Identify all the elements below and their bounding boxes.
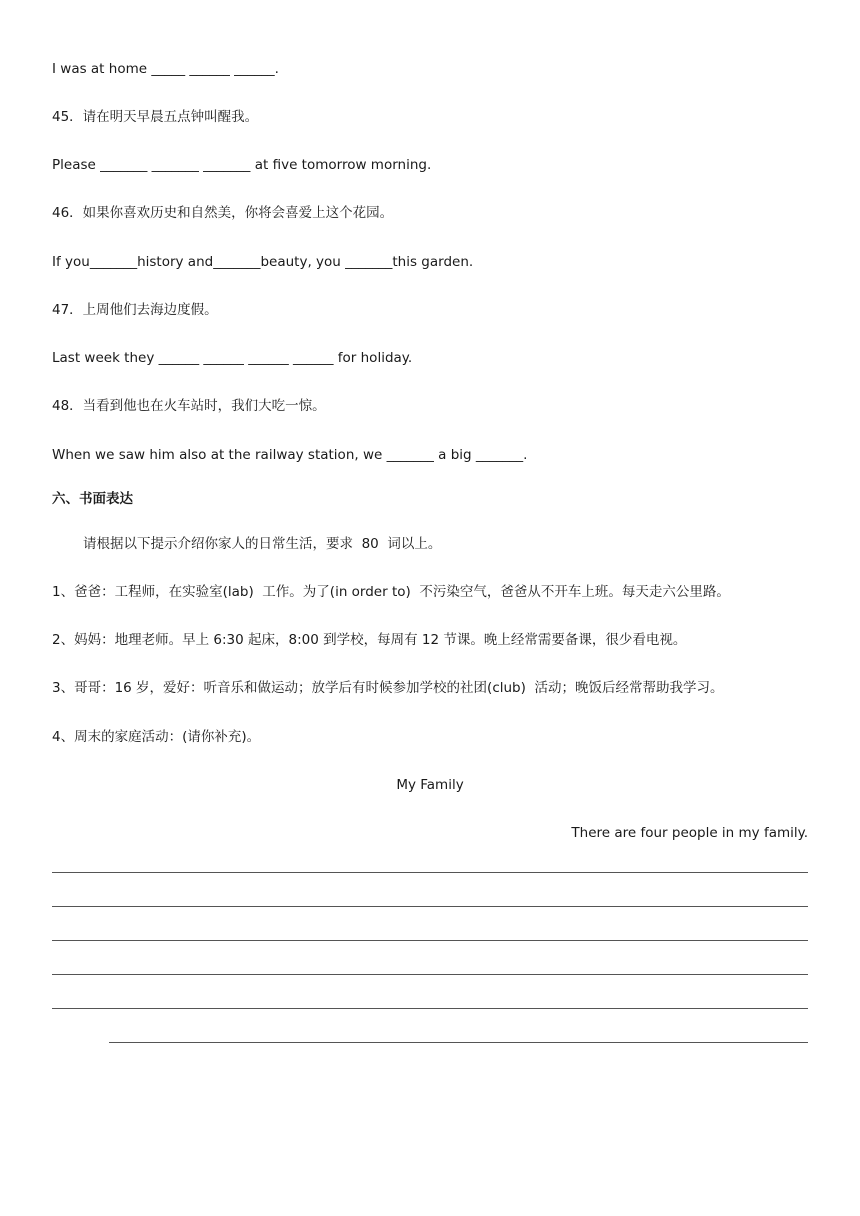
q46-answer-line: If you_______history and_______beauty, you _______this garden. (52, 254, 474, 270)
q47-answer-line: Last week they ______ ______ ______ ______ for holiday. (52, 350, 413, 366)
q48-answer-line: When we saw him also at the railway station, we _______ a big _______. (52, 447, 528, 463)
section-title-writing: 六、书面表达 (52, 491, 133, 507)
writing-line[interactable] (109, 1042, 808, 1043)
writing-line[interactable] (52, 1008, 808, 1009)
q44-answer-line: I was at home _____ ______ ______. (52, 61, 279, 77)
essay-opening-sentence: There are four people in my family. (571, 825, 808, 841)
writing-instruction: 请根据以下提示介绍你家人的日常生活，要求 80 词以上。 (83, 536, 442, 552)
q47-prompt: 47．上周他们去海边度假。 (52, 302, 218, 318)
writing-line[interactable] (52, 872, 808, 873)
hint-point-1: 1、爸爸：工程师，在实验室(lab) 工作。为了(in order to) 不污染空气，爸爸从不开车上班。每天走六公里路。 (52, 584, 730, 600)
q45-answer-line: Please _______ _______ _______ at five tomorrow morning. (52, 157, 432, 173)
writing-line[interactable] (52, 906, 808, 907)
writing-line[interactable] (52, 974, 808, 975)
hint-point-3: 3、哥哥：16 岁，爱好：听音乐和做运动；放学后有时候参加学校的社团(club) 活动；晚饭后经常帮助我学习。 (52, 680, 724, 696)
essay-title: My Family (396, 777, 464, 793)
hint-point-4: 4、周末的家庭活动：(请你补充)。 (52, 729, 261, 745)
q45-prompt: 45．请在明天早晨五点钟叫醒我。 (52, 109, 259, 125)
q48-prompt: 48．当看到他也在火车站时，我们大吃一惊。 (52, 398, 326, 414)
hint-point-2: 2、妈妈：地理老师。早上 6:30 起床，8:00 到学校，每周有 12 节课。晚上经常需要备课，很少看电视。 (52, 632, 687, 648)
q46-prompt: 46．如果你喜欢历史和自然美，你将会喜爱上这个花园。 (52, 205, 394, 221)
writing-line[interactable] (52, 940, 808, 941)
